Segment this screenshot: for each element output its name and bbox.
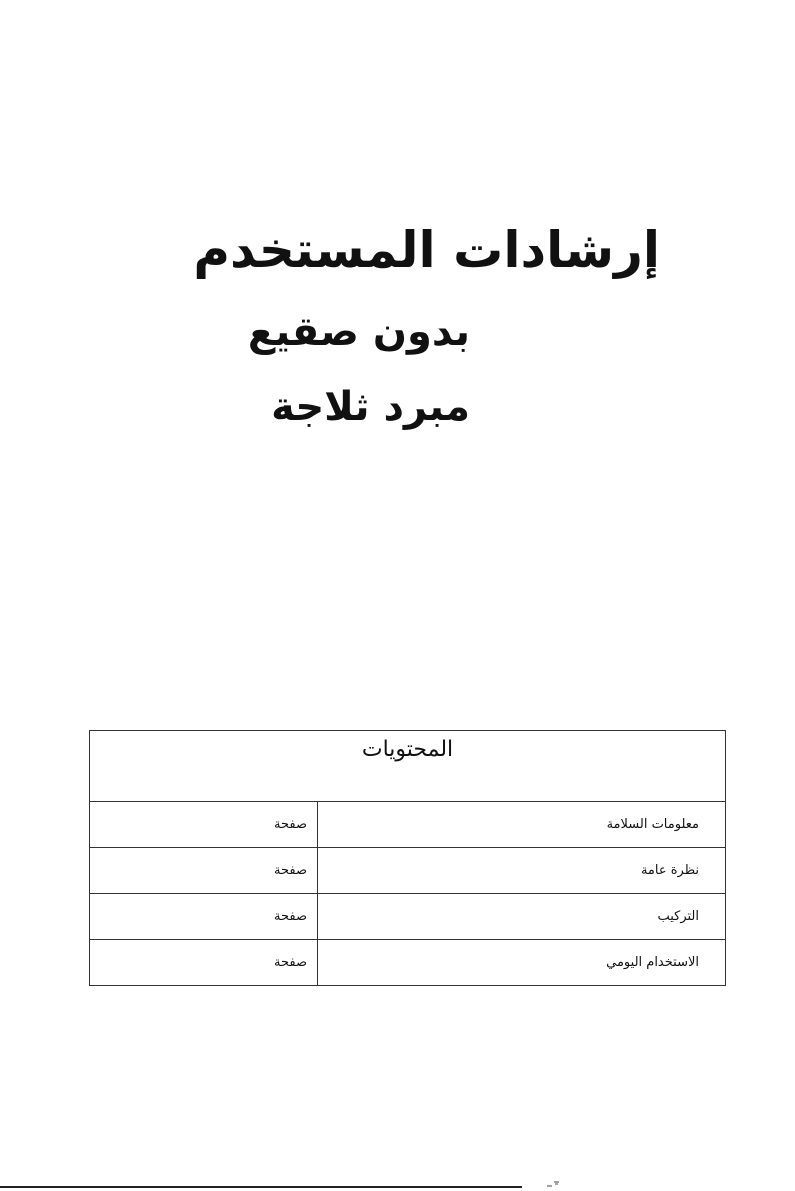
contents-page-label: صفحة	[90, 848, 318, 894]
footer-rule	[0, 1186, 522, 1188]
contents-section-label: معلومات السلامة	[318, 802, 726, 848]
crop-mark	[546, 1180, 560, 1188]
contents-section-label: التركيب	[318, 894, 726, 940]
contents-section-label: الاستخدام اليومي	[318, 940, 726, 986]
product-subtitle-line2: مبرد ثلاجة	[271, 384, 470, 430]
table-row	[90, 894, 726, 940]
contents-page-label: صفحة	[90, 802, 318, 848]
contents-heading: المحتويات	[90, 731, 726, 802]
table-row	[90, 940, 726, 986]
contents-page-label: صفحة	[90, 894, 318, 940]
contents-table	[89, 730, 726, 986]
table-row	[90, 802, 726, 848]
contents-section-label: نظرة عامة	[318, 848, 726, 894]
contents-page-label: صفحة	[90, 940, 318, 986]
product-subtitle-line1: بدون صقيع	[247, 309, 470, 355]
manual-title: إرشادات المستخدم	[193, 221, 660, 279]
table-row	[90, 848, 726, 894]
